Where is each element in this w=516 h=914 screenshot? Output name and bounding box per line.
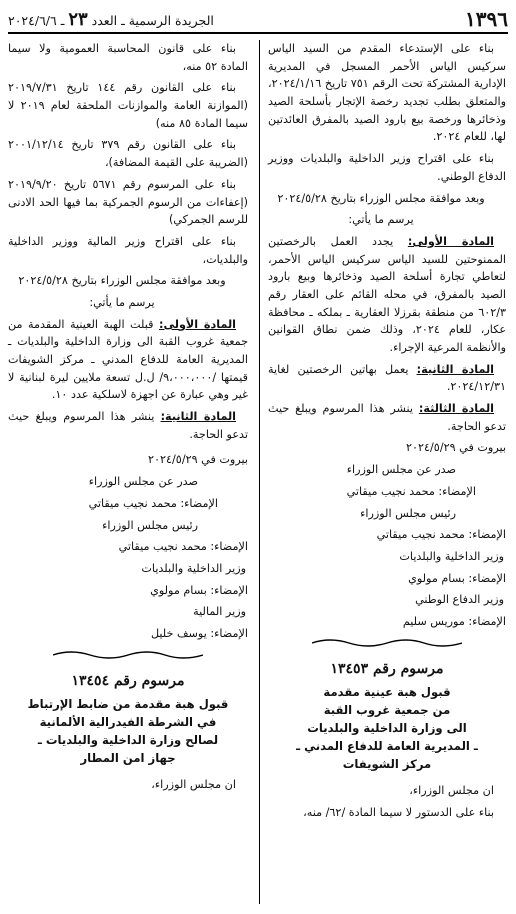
- signature: الإمضاء: محمد نجيب ميقاتي: [88, 496, 218, 510]
- decree-subject: [268, 684, 506, 774]
- article-label: المادة الثانية:: [160, 410, 237, 424]
- intro-paragraph: بناء على الإستدعاء المقدم من السيد الياس سركيس الياس الأحمر المسجل في المديرية الإدارية المشتركة تحت الرقم ٧٥١ تاريخ ٢٠٢٤/١/١٦، والمتعلق بطلب تجديد رخصة الإتجار بأسلحة الصيد وذخائرها ورخصة بيع بارود الصيد بالمفرق العائدتين لها، للعام ٢٠٢٤.: [268, 42, 507, 144]
- subject-line: مركز الشويفات: [342, 757, 432, 772]
- place-date: بيروت في ٢٠٢٤/٥/٢٩: [148, 453, 248, 467]
- subject-line: قبول هبة عينية مقدمة: [323, 685, 451, 700]
- minister-title: وزير الدفاع الوطني: [415, 593, 504, 607]
- approval-line: وبعد موافقة مجلس الوزراء بتاريخ ٢٠٢٤/٥/٢٨: [18, 274, 226, 288]
- issued-by: صدر عن مجلس الوزراء: [88, 475, 198, 489]
- pm-title: رئيس مجلس الوزراء: [360, 506, 456, 520]
- signature: الإمضاء: محمد نجيب ميقاتي: [346, 484, 476, 498]
- subject-line: قبول هبة مقدمة من ضابط الإرتباط: [27, 697, 229, 712]
- section-separator: [8, 647, 248, 665]
- subject-line: جهاز امن المطار: [80, 751, 176, 766]
- intro-paragraph: بناء على اقتراح وزير المالية ووزير الداخلية والبلديات،: [8, 234, 248, 266]
- subject-line: من جمعية غروب القبة: [323, 703, 451, 718]
- pm-title: رئيس مجلس الوزراء: [102, 518, 198, 532]
- issued-by: صدر عن مجلس الوزراء: [346, 463, 456, 477]
- article-label: المادة الأولى:: [158, 317, 237, 331]
- subject-line: الى وزارة الداخلية والبلديات: [307, 721, 467, 736]
- minister-title: وزير الداخلية والبلديات: [141, 561, 246, 575]
- issue-number: ٢٣: [68, 8, 88, 30]
- page-header: [8, 6, 508, 34]
- basis-line: بناء على الدستور لا سيما المادة /٦٢/ منه،: [303, 805, 494, 819]
- intro-paragraph: بناء على قانون المحاسبة العمومية ولا سيما المادة ٥٢ منه،: [8, 42, 248, 73]
- article-3: [268, 400, 506, 435]
- decree-word: يرسم ما يأتي:: [348, 213, 414, 227]
- signature: الإمضاء: محمد نجيب ميقاتي: [376, 528, 506, 542]
- article-text: قبلت الهبة العينية المقدمة من جمعية غروب القبة الى وزارة الداخلية والبلديات ـ المديرية العامة للدفاع المدني ـ مركز الشويفات قيمتها /٩،٠٠٠،٠٠٠/ ل.ل تسعة ملايين ليرة لبنانية لا غير وهي عبارة عن اجهزة لاسلكية عدد ١٠.: [8, 317, 248, 402]
- subject-line: في الشرطة الفيدرالية الألمانية: [39, 715, 217, 730]
- article-text: ينشر هذا المرسوم ويبلغ حيث تدعو الحاجة.: [8, 410, 248, 441]
- intro-paragraph: بناء على القانون رقم ٣٧٩ تاريخ ٢٠٠١/١٢/١٤ (الضريبة على القيمة المضافة)،: [8, 138, 248, 170]
- council-line: ان مجلس الوزراء،: [151, 778, 236, 792]
- article-label: المادة الثالثة:: [418, 402, 494, 416]
- article-label: المادة الأولى:: [407, 234, 494, 248]
- article-1: [8, 316, 248, 404]
- article-1: [268, 233, 506, 357]
- intro-paragraph: بناء على القانون رقم ١٤٤ تاريخ ٢٠١٩/٧/٣١ (الموازنة العامة والموازنات الملحقة لعام ٢٠١٩ لا سيما المادة ٨٥ منه): [8, 81, 248, 130]
- signature: الإمضاء: بسام مولوي: [150, 583, 248, 597]
- article-2: [8, 408, 248, 443]
- place-date: بيروت في ٢٠٢٤/٥/٢٩: [406, 441, 506, 455]
- minister-title: وزير المالية: [193, 605, 246, 619]
- article-text: يعمل بهاتين الرخصتين لغاية ٢٠٢٤/١٢/٣١.: [268, 362, 506, 394]
- minister-title: وزير الداخلية والبلديات: [399, 549, 504, 563]
- page-number: ١٣٩٦: [465, 7, 508, 31]
- section-separator: [268, 635, 506, 653]
- column-divider: [259, 40, 260, 904]
- intro-paragraph: بناء على اقتراح وزير الداخلية والبلديات ووزير الدفاع الوطني.: [268, 152, 506, 183]
- decree-title: مرسوم رقم ١٣٤٥٣: [330, 661, 444, 678]
- signature: الإمضاء: يوسف خليل: [150, 626, 248, 640]
- decree-subject: [8, 696, 248, 768]
- subject-line: ـ المديرية العامة للدفاع المدني ـ: [296, 739, 478, 754]
- article-text: يجدد العمل بالرخصتين الممنوحتين للسيد الياس سركيس الياس الأحمر، لتعاطي تجارة أسلحة الصيد وذخائرها وبيع بارود الصيد بالمفرق، في محله القائم على العقار رقم ٦٠٢/٣ من منطقة بقرزلا العقارية ـ بملكه ـ محافظة عكار، للعام ٢٠٢٤، وذلك ضمن نطاق القوانين والأنظمة المرعية الإجراء.: [268, 234, 506, 354]
- council-line: ان مجلس الوزراء،: [409, 784, 494, 798]
- signature: الإمضاء: موريس سليم: [402, 614, 506, 628]
- approval-line: وبعد موافقة مجلس الوزراء بتاريخ ٢٠٢٤/٥/٢٨: [277, 191, 485, 205]
- signature: الإمضاء: بسام مولوي: [408, 571, 506, 585]
- article-label: المادة الثانية:: [416, 362, 494, 376]
- subject-line: لصالح وزارة الداخلية والبلديات ـ: [37, 733, 219, 748]
- article-2: [268, 361, 506, 396]
- article-text: ينشر هذا المرسوم ويبلغ حيث تدعو الحاجة.: [268, 402, 506, 433]
- left-column: [8, 40, 248, 906]
- signature: الإمضاء: محمد نجيب ميقاتي: [118, 540, 248, 554]
- decree-title: مرسوم رقم ١٣٤٥٤: [71, 673, 185, 690]
- issue-date: ـ ٢٠٢٤/٦/٦: [8, 12, 65, 28]
- issue-line: [8, 9, 214, 30]
- decree-word: يرسم ما يأتي:: [89, 295, 155, 309]
- right-column: [268, 40, 506, 906]
- issue-prefix: الجريدة الرسمية ـ العدد: [91, 12, 214, 28]
- intro-paragraph: بناء على المرسوم رقم ٥٦٧١ تاريخ ٢٠١٩/٩/٢٠ (إعفاءات من الرسوم الجمركية بما فيها الحد الادنى للرسم الجمركي): [8, 177, 248, 227]
